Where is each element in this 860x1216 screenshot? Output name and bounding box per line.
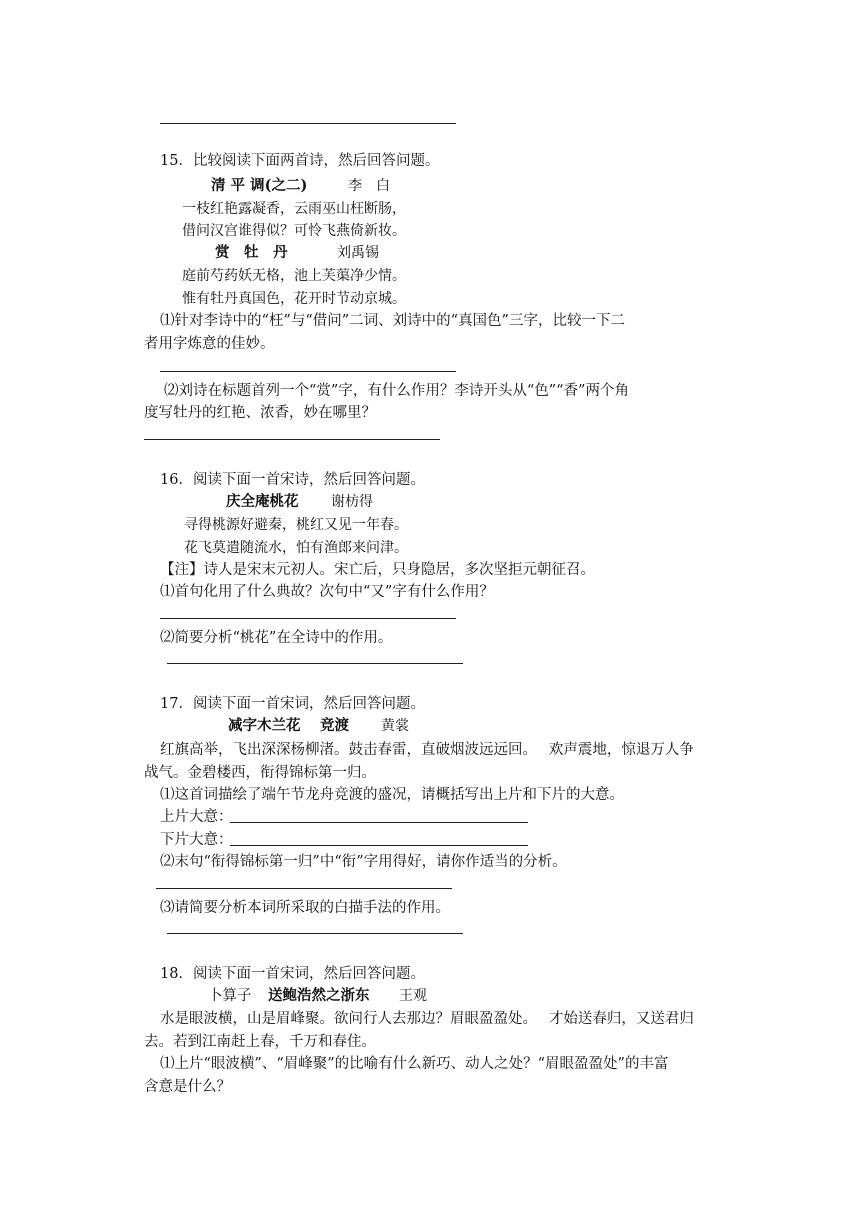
q18-sub1-line1: ⑴上片“眼波横”、“眉峰聚”的比喻有什么新巧、动人之处？“眉眼盈盈处”的丰富 — [160, 1056, 669, 1072]
q18-stem: 18．阅读下面一首宋词，然后回答问题。 — [160, 966, 425, 982]
q17-lower-answer-line[interactable] — [230, 845, 528, 846]
q17-sub2: ⑵末句“衔得锦标第一归”中“衔”字用得好，请你作适当的分析。 — [160, 854, 567, 870]
q16-author: 谢枋得 — [331, 494, 373, 510]
q18-text-line1: 水是眼波横，山是眉峰聚。欲问行人去那边？眉眼盈盈处。 才始送春归，又送君归 — [160, 1011, 694, 1027]
q16-stem: 16．阅读下面一首宋诗，然后回答问题。 — [160, 472, 425, 488]
q17-sub3: ⑶请简要分析本词所采取的白描手法的作用。 — [160, 900, 450, 916]
q15-poem1-line2: 借问汉宫谁得似？可怜飞燕倚新妆。 — [182, 223, 406, 239]
q17-author: 黄裳 — [381, 718, 409, 734]
q17-upper-answer-line[interactable] — [230, 822, 528, 823]
q17-sub2-answer-line[interactable] — [156, 888, 452, 889]
q17-sub1: ⑴这首词描绘了端午节龙舟竞渡的盛况，请概括写出上片和下片的大意。 — [160, 787, 624, 803]
q18-author: 王观 — [399, 988, 427, 1004]
q17-text-line2: 战气。金碧楼西，衔得锦标第一归。 — [144, 765, 376, 781]
q15-sub2-answer-line[interactable] — [144, 439, 440, 440]
q16-line1: 寻得桃源好避秦，桃红又见一年春。 — [184, 517, 408, 533]
q18-title-prefix: 卜算子 — [208, 988, 252, 1004]
q17-upper-label: 上片大意： — [160, 809, 233, 825]
q17-sub3-answer-line[interactable] — [167, 933, 463, 934]
q18-sub1-line2: 含意是什么？ — [144, 1079, 231, 1095]
q17-stem: 17．阅读下面一首宋词，然后回答问题。 — [160, 696, 425, 712]
q15-sub2-line2: 度写牡丹的红艳、浓香，妙在哪里？ — [144, 405, 376, 421]
q15-poem1-title: 清 平 调(之二) — [211, 177, 308, 194]
q15-sub1-line2: 者用字炼意的佳妙。 — [144, 336, 275, 352]
q17-lower-label: 下片大意： — [160, 832, 233, 848]
q17-text-line1: 红旗高举，飞出深深杨柳渚。鼓击春雷，直破烟波远远回。 欢声震地，惊退万人争 — [160, 742, 694, 758]
q16-line2: 花飞莫遣随流水，怕有渔郎来问津。 — [184, 540, 408, 556]
q16-note: 【注】诗人是宋末元初人。宋亡后，只身隐居，多次坚拒元朝征召。 — [160, 562, 595, 578]
q16-sub1: ⑴首句化用了什么典故？次句中“又”字有什么作用？ — [160, 584, 494, 600]
q15-poem2-line2: 惟有牡丹真国色，花开时节动京城。 — [182, 291, 406, 307]
q15-poem2-title: 赏 牡 丹 — [215, 244, 288, 261]
answer-line — [160, 123, 456, 124]
q17-title: 减字木兰花 竞渡 — [228, 717, 350, 734]
q15-poem1-line1: 一枝红艳露凝香，云雨巫山枉断肠， — [182, 201, 406, 217]
q15-sub1-line1: ⑴针对李诗中的“枉”与“借问”二词、刘诗中的“真国色”三字，比较一下二 — [160, 313, 625, 329]
q15-sub2-line1: ⑵刘诗在标题首列一个“赏”字，有什么作用？李诗开头从“色”“香”两个角 — [164, 383, 629, 399]
q15-poem2-line1: 庭前芍药妖无格，池上芙蕖净少情。 — [182, 268, 406, 284]
q15-sub1-answer-line[interactable] — [160, 371, 456, 372]
q16-sub2: ⑵简要分析“桃花”在全诗中的作用。 — [160, 630, 393, 646]
q15-stem: 15．比较阅读下面两首诗，然后回答问题。 — [160, 153, 440, 169]
q15-poem1-author: 李 白 — [348, 178, 390, 194]
q18-text-line2: 去。若到江南赶上春，千万和春住。 — [144, 1034, 376, 1050]
q16-title: 庆全庵桃花 — [226, 493, 299, 510]
q16-sub2-answer-line[interactable] — [167, 663, 463, 664]
q16-sub1-answer-line[interactable] — [160, 618, 456, 619]
q18-title: 送鲍浩然之浙东 — [268, 987, 370, 1004]
q15-poem2-author: 刘禹锡 — [337, 245, 379, 261]
